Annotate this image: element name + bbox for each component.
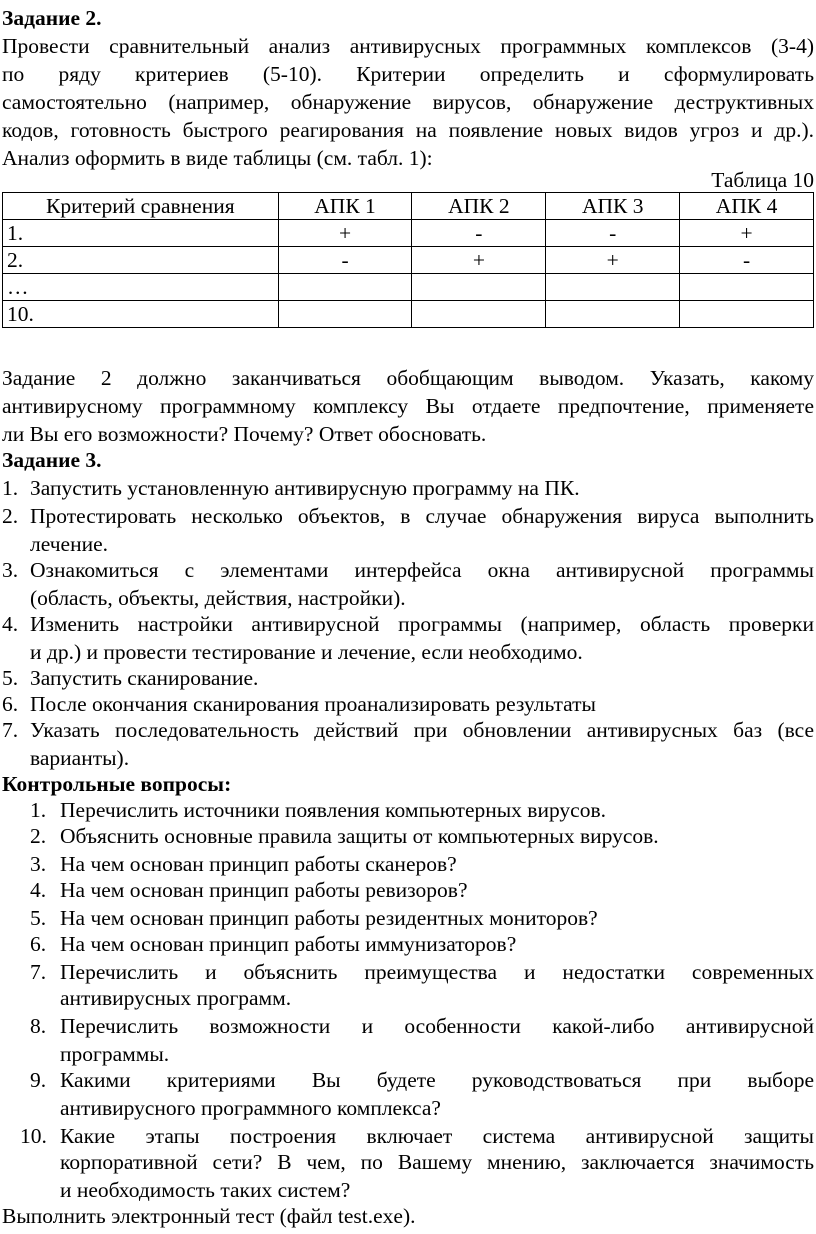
list-number: 4.	[2, 612, 19, 636]
list-number: 5.	[2, 666, 19, 690]
table-cell: +	[680, 220, 814, 247]
question-number: 6.	[30, 932, 47, 956]
questions-heading: Контрольные вопросы:	[2, 772, 232, 796]
table-cell: -	[278, 247, 412, 274]
question-text: На чем основан принцип работы резидентных мониторов?	[60, 906, 598, 930]
question-text: Перечислить возможности и особенности какой-либо антивирусной	[60, 1014, 814, 1038]
question-text: Объяснить основные правила защиты от компьютерных вирусов.	[60, 824, 659, 848]
question-text: Перечислить и объяснить преимущества и недостатки современных	[60, 960, 814, 984]
table-header-cell: АПК 4	[680, 193, 814, 220]
table-cell: 1.	[3, 220, 279, 247]
table-cell	[546, 301, 680, 328]
table-header-cell: АПК 1	[278, 193, 412, 220]
task2-paragraph-line: Анализ оформить в виде таблицы (см. табл. 1):	[2, 146, 433, 170]
list-number: 2.	[2, 504, 19, 528]
question-text-continuation: антивирусных программ.	[60, 986, 292, 1010]
table-cell	[546, 274, 680, 301]
table-cell	[412, 301, 546, 328]
question-text: На чем основан принцип работы ревизоров?	[60, 878, 468, 902]
question-number: 10.	[20, 1124, 47, 1148]
table-cell	[278, 301, 412, 328]
question-text-continuation: антивирусного программного комплекса?	[60, 1096, 441, 1120]
task2-paragraph-line: по ряду критериев (5-10). Критерии определить и сформулировать	[2, 62, 814, 86]
list-number: 6.	[2, 692, 19, 716]
table-cell	[680, 301, 814, 328]
list-number: 7.	[2, 718, 19, 742]
list-item: Протестировать несколько объектов, в случае обнаружения вируса выполнить	[30, 504, 814, 528]
task2-heading: Задание 2.	[2, 6, 102, 30]
list-item: Указать последовательность действий при обновлении антивирусных баз (все	[30, 718, 814, 742]
question-text: Перечислить источники появления компьютерных вирусов.	[60, 798, 607, 822]
table-row	[3, 220, 814, 247]
list-item: Запустить сканирование.	[30, 666, 259, 690]
task2-paragraph-line: самостоятельно (например, обнаружение вирусов, обнаружение деструктивных	[2, 90, 814, 114]
question-number: 7.	[30, 960, 47, 984]
question-text: Какие этапы построения включает система антивирусной защиты	[60, 1124, 814, 1148]
conclusion-line: антивирусному программному комплексу Вы отдаете предпочтение, применяете	[2, 394, 814, 418]
conclusion-line: ли Вы его возможности? Почему? Ответ обосновать.	[2, 422, 487, 446]
question-number: 3.	[30, 852, 47, 876]
table-row	[3, 301, 814, 328]
question-text-continuation: и необходимость таких систем?	[60, 1178, 351, 1202]
question-text: На чем основан принцип работы иммунизаторов?	[60, 932, 517, 956]
comparison-table	[2, 192, 814, 328]
conclusion-line: Задание 2 должно заканчиваться обобщающим выводом. Указать, какому	[2, 366, 814, 390]
table-cell	[278, 274, 412, 301]
list-item-continuation: варианты).	[30, 746, 130, 770]
list-item: Запустить установленную антивирусную программу на ПК.	[30, 476, 580, 500]
table-header-row	[3, 193, 814, 220]
task3-heading: Задание 3.	[2, 448, 102, 472]
list-item-continuation: и др.) и провести тестирование и лечение, если необходимо.	[30, 640, 583, 664]
table-row	[3, 274, 814, 301]
table-cell: 2.	[3, 247, 279, 274]
question-text: Какими критериями Вы будете руководствоваться при выборе	[60, 1068, 814, 1092]
table-cell: -	[680, 247, 814, 274]
table-header-cell: АПК 2	[412, 193, 546, 220]
table-cell: +	[546, 247, 680, 274]
table-cell	[412, 274, 546, 301]
table-cell: +	[278, 220, 412, 247]
list-item: Ознакомиться с элементами интерфейса окна антивирусной программы	[30, 558, 814, 582]
question-number: 2.	[30, 824, 47, 848]
question-number: 4.	[30, 878, 47, 902]
question-text-continuation: корпоративной сети? В чем, по Вашему мнению, заключается значимость	[60, 1150, 814, 1174]
table-header-cell: АПК 3	[546, 193, 680, 220]
table-header-cell: Критерий сравнения	[3, 193, 279, 220]
table-cell: +	[412, 247, 546, 274]
question-number: 1.	[30, 798, 47, 822]
list-item: После окончания сканирования проанализировать результаты	[30, 692, 596, 716]
list-number: 1.	[2, 476, 19, 500]
task2-paragraph-line: Провести сравнительный анализ антивирусных программных комплексов (3-4)	[2, 34, 814, 58]
table-cell: -	[412, 220, 546, 247]
question-text: На чем основан принцип работы сканеров?	[60, 852, 457, 876]
table-cell: 10.	[3, 301, 279, 328]
task2-paragraph-line: кодов, готовность быстрого реагирования на появление новых видов угроз и др.).	[2, 118, 814, 142]
list-item: Изменить настройки антивирусной программы (например, область проверки	[30, 612, 814, 636]
list-item-continuation: лечение.	[30, 532, 109, 556]
question-number: 8.	[30, 1014, 47, 1038]
table-caption: Таблица 10	[711, 168, 814, 192]
list-item-continuation: (область, объекты, действия, настройки).	[30, 586, 406, 610]
question-text-continuation: программы.	[60, 1042, 170, 1066]
question-number: 5.	[30, 906, 47, 930]
table-cell: -	[546, 220, 680, 247]
list-number: 3.	[2, 558, 19, 582]
table-cell	[680, 274, 814, 301]
question-number: 9.	[30, 1068, 47, 1092]
footer-instruction: Выполнить электронный тест (файл test.exe).	[2, 1204, 416, 1228]
table-cell: …	[3, 274, 279, 301]
table-row	[3, 247, 814, 274]
